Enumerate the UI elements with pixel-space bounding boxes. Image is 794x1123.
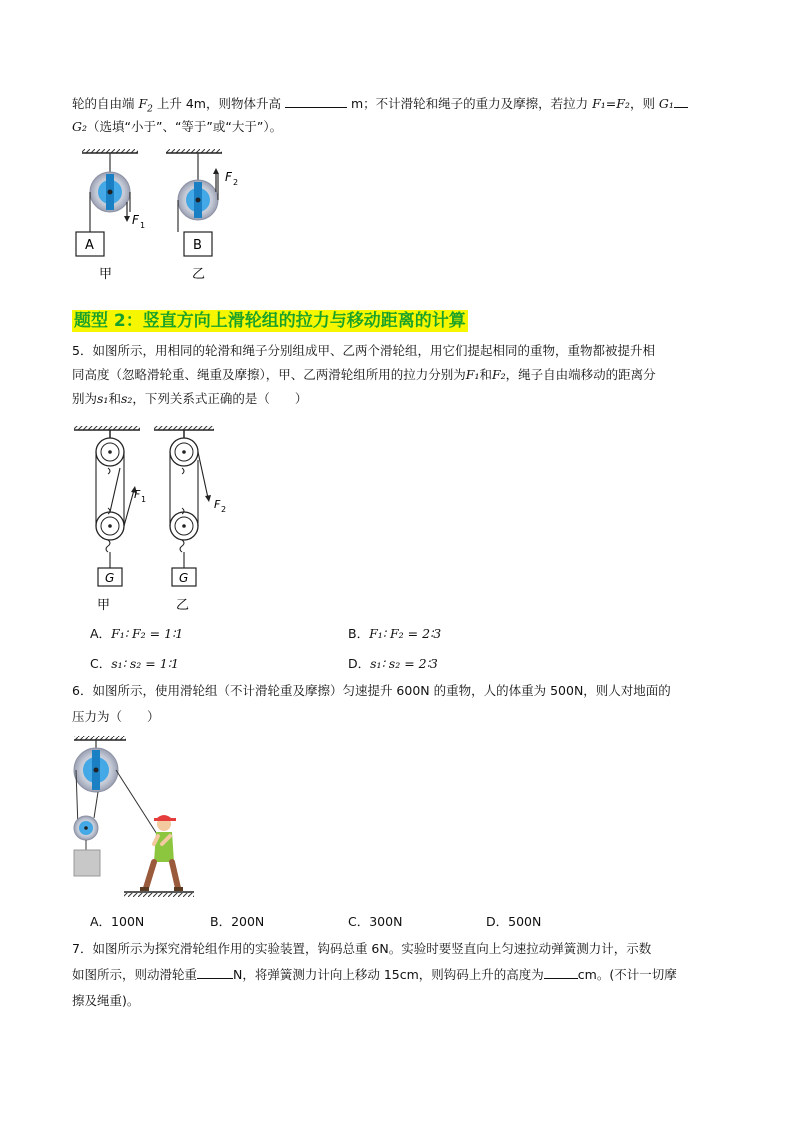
q5-var-s1: s₁ [97, 391, 109, 406]
q4-line-2 [72, 118, 282, 136]
q4-text: ，则 [629, 96, 659, 111]
q6-person-pulley-figure [68, 732, 198, 904]
q7-line-2 [72, 966, 677, 984]
q7-line-1: 7．如图所示为探究滑轮组作用的实验装置，钩码总重 6N。实验时要竖直向上匀速拉动弹簧测力计，示数 [72, 941, 652, 956]
q4-equation: F₁=F₂ [592, 96, 630, 111]
force-label-f2-sub: 2 [221, 505, 227, 514]
q4-line-1 [72, 95, 688, 119]
force-label-f2-sub: 2 [233, 178, 239, 187]
q5-text: 和 [108, 391, 121, 406]
force-label-f1-sub: 1 [140, 221, 146, 230]
q6-line-2: 压力为（ ） [72, 709, 160, 724]
q5-line-3 [72, 390, 307, 408]
person-pulling-rope [140, 815, 183, 891]
answer-blank[interactable] [197, 966, 233, 979]
q5-option-c[interactable]: C．s₁∶ s₂ = 1∶1 [90, 656, 179, 671]
q7-line-3: 擦及绳重)。 [72, 993, 140, 1008]
box-b-label: B [193, 238, 202, 253]
answer-blank[interactable] [285, 95, 347, 108]
caption-left: 甲 [99, 267, 113, 282]
option-expression: F₁∶ F₂ = 2∶3 [369, 626, 442, 641]
weight-g-left-label: G [105, 571, 115, 585]
q6-option-a[interactable]: A．100N [90, 914, 145, 929]
q4-var-f2-sub: 2 [147, 104, 153, 115]
q6-option-d[interactable]: D．500N [486, 914, 542, 929]
q7-text: cm。(不计一切摩 [577, 967, 677, 982]
q6-line-1: 6．如图所示，使用滑轮组（不计滑轮重及摩擦）匀速提升 600N 的重物，人的体重为 500N，则人对地面的 [72, 683, 671, 698]
q5-text: 和 [479, 367, 492, 382]
q5-pulley-group-figure [68, 420, 268, 616]
q6-option-b[interactable]: B．200N [210, 914, 265, 929]
option-expression: F₁∶ F₂ = 1∶1 [111, 626, 184, 641]
q6-option-c[interactable]: C．300N [348, 914, 403, 929]
answer-blank[interactable] [544, 966, 578, 979]
q5-var-f1: F₁ [465, 367, 480, 382]
force-label-f1: F [134, 488, 141, 501]
q5-text: 别为 [72, 391, 98, 406]
caption-left: 甲 [97, 598, 111, 613]
caption-right: 乙 [176, 598, 190, 613]
load-block [74, 850, 100, 876]
q5-line-1: 5．如图所示，用相同的轮滑和绳子分别组成甲、乙两个滑轮组，用它们提起相同的重物，重物都被提升相 [72, 343, 655, 358]
q4-var-f2: F [138, 96, 148, 111]
q4-text: （选填“小于”、“等于”或“大于”）。 [87, 119, 283, 134]
q5-text: ，绳子自由端移动的距离分 [505, 367, 656, 382]
option-expression: s₁∶ s₂ = 2∶3 [370, 656, 438, 671]
q4-text: 上升 4m，则物体升高 [152, 96, 285, 111]
q5-text: ，下列关系式正确的是（ ） [132, 391, 308, 406]
force-label-f2: F [214, 498, 221, 511]
q5-var-s2: s₂ [120, 391, 133, 406]
q7-text: 如图所示，则动滑轮重 [72, 967, 198, 982]
q4-var-g1: G₁ [658, 96, 674, 111]
force-label-f1: F [132, 213, 139, 227]
force-label-f1-sub: 1 [141, 495, 147, 504]
q4-text: m；不计滑轮和绳子的重力及摩擦，若拉力 [346, 96, 593, 111]
q7-text: N，将弹簧测力计向上移动 15cm，则钩码上升的高度为 [233, 967, 544, 982]
q5-text: 同高度（忽略滑轮重、绳重及摩擦），甲、乙两滑轮组所用的拉力分别为 [72, 367, 466, 382]
box-a-label: A [85, 238, 94, 253]
q5-option-a[interactable]: A．F₁∶ F₂ = 1∶1 [90, 626, 184, 641]
section-title [72, 310, 468, 332]
q5-option-d[interactable]: D．s₁∶ s₂ = 2∶3 [348, 656, 438, 671]
q5-line-2 [72, 366, 656, 384]
q4-text: 轮的自由端 [72, 96, 139, 111]
q4-pulley-figure [70, 144, 270, 284]
force-label-f2: F [225, 170, 232, 184]
q5-var-f2: F₂ [491, 367, 506, 382]
answer-blank[interactable] [674, 95, 688, 108]
q4-var-g2: G₂ [72, 119, 87, 134]
option-expression: s₁∶ s₂ = 1∶1 [111, 656, 179, 671]
section-title-text: 题型 2：竖直方向上滑轮组的拉力与移动距离的计算 [74, 311, 466, 331]
caption-right: 乙 [192, 267, 206, 282]
weight-g-right-label: G [179, 571, 189, 585]
q5-option-b[interactable]: B．F₁∶ F₂ = 2∶3 [348, 626, 442, 641]
